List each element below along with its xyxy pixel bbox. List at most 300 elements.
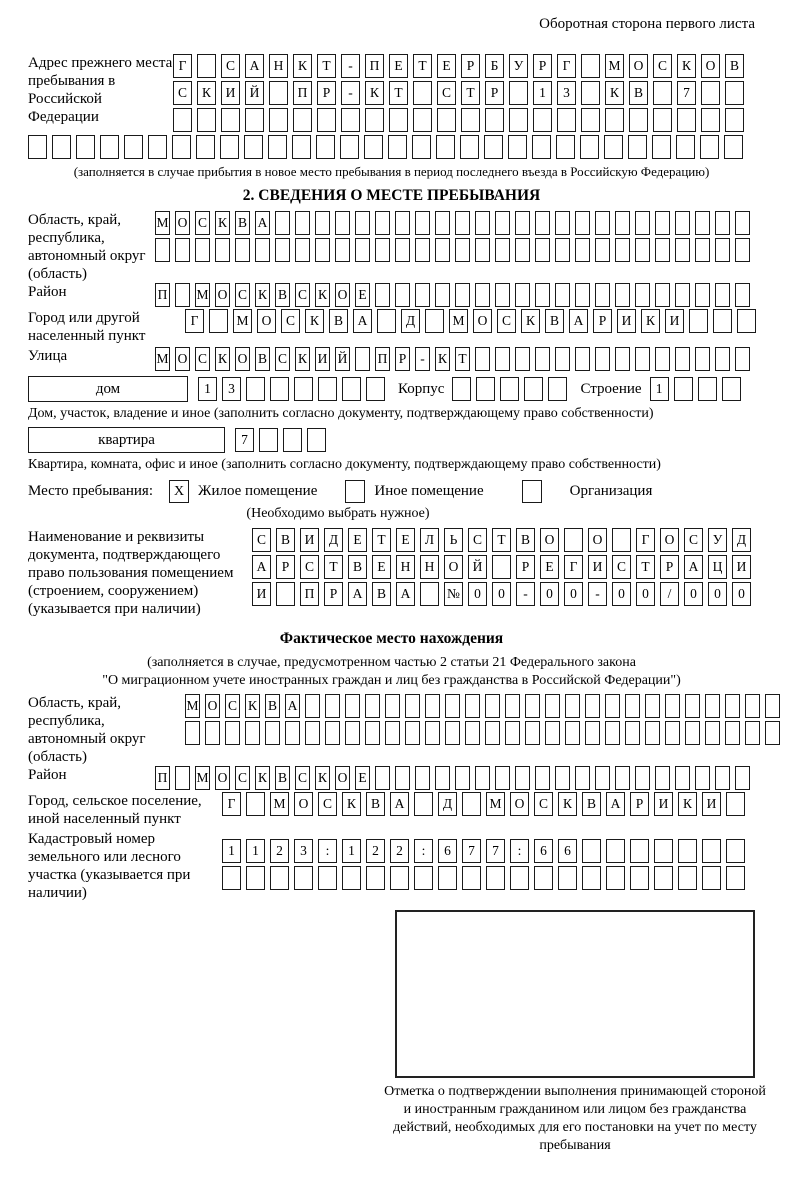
char-cell[interactable]: Б bbox=[485, 54, 504, 78]
actual-region-row-2[interactable] bbox=[185, 721, 780, 745]
char-cell[interactable]: А bbox=[569, 309, 588, 333]
char-cell[interactable]: С bbox=[252, 528, 271, 552]
char-cell[interactable] bbox=[533, 108, 552, 132]
char-cell[interactable]: / bbox=[660, 582, 679, 606]
char-cell[interactable] bbox=[375, 283, 390, 307]
char-cell[interactable] bbox=[366, 866, 385, 890]
char-cell[interactable]: 6 bbox=[438, 839, 457, 863]
char-cell[interactable]: 0 bbox=[732, 582, 751, 606]
char-cell[interactable] bbox=[307, 428, 326, 452]
char-cell[interactable] bbox=[315, 238, 330, 262]
char-cell[interactable] bbox=[365, 108, 384, 132]
char-cell[interactable] bbox=[335, 238, 350, 262]
char-cell[interactable]: Р bbox=[276, 555, 295, 579]
char-cell[interactable] bbox=[292, 135, 311, 159]
char-cell[interactable] bbox=[655, 347, 670, 371]
char-cell[interactable]: С bbox=[235, 283, 250, 307]
char-cell[interactable]: А bbox=[252, 555, 271, 579]
char-cell[interactable]: С bbox=[612, 555, 631, 579]
char-cell[interactable] bbox=[635, 211, 650, 235]
char-cell[interactable]: А bbox=[255, 211, 270, 235]
char-cell[interactable]: Е bbox=[348, 528, 367, 552]
char-cell[interactable] bbox=[436, 135, 455, 159]
document-row-2[interactable] bbox=[252, 555, 751, 579]
char-cell[interactable] bbox=[615, 211, 630, 235]
char-cell[interactable]: К bbox=[365, 81, 384, 105]
char-cell[interactable]: К bbox=[521, 309, 540, 333]
char-cell[interactable] bbox=[595, 211, 610, 235]
char-cell[interactable] bbox=[677, 108, 696, 132]
char-cell[interactable]: Е bbox=[372, 555, 391, 579]
char-cell[interactable]: 1 bbox=[533, 81, 552, 105]
char-cell[interactable] bbox=[635, 238, 650, 262]
stroenie-cells[interactable] bbox=[650, 377, 741, 401]
char-cell[interactable] bbox=[385, 721, 400, 745]
char-cell[interactable] bbox=[695, 766, 710, 790]
char-cell[interactable] bbox=[395, 283, 410, 307]
char-cell[interactable] bbox=[505, 721, 520, 745]
char-cell[interactable] bbox=[221, 108, 240, 132]
char-cell[interactable] bbox=[564, 528, 583, 552]
char-cell[interactable]: И bbox=[300, 528, 319, 552]
char-cell[interactable] bbox=[405, 694, 420, 718]
char-cell[interactable] bbox=[500, 377, 519, 401]
char-cell[interactable] bbox=[605, 721, 620, 745]
char-cell[interactable] bbox=[735, 347, 750, 371]
char-cell[interactable]: К bbox=[315, 766, 330, 790]
char-cell[interactable] bbox=[405, 721, 420, 745]
char-cell[interactable]: 3 bbox=[294, 839, 313, 863]
char-cell[interactable] bbox=[565, 721, 580, 745]
char-cell[interactable] bbox=[735, 766, 750, 790]
apartment-cells[interactable] bbox=[235, 428, 326, 452]
char-cell[interactable] bbox=[555, 347, 570, 371]
char-cell[interactable] bbox=[438, 866, 457, 890]
char-cell[interactable] bbox=[415, 283, 430, 307]
char-cell[interactable] bbox=[515, 766, 530, 790]
char-cell[interactable]: П bbox=[300, 582, 319, 606]
char-cell[interactable]: - bbox=[588, 582, 607, 606]
char-cell[interactable] bbox=[685, 694, 700, 718]
char-cell[interactable]: № bbox=[444, 582, 463, 606]
char-cell[interactable] bbox=[486, 866, 505, 890]
char-cell[interactable] bbox=[235, 238, 250, 262]
char-cell[interactable]: К bbox=[295, 347, 310, 371]
char-cell[interactable] bbox=[175, 238, 190, 262]
char-cell[interactable]: Т bbox=[413, 54, 432, 78]
char-cell[interactable] bbox=[420, 582, 439, 606]
char-cell[interactable] bbox=[725, 694, 740, 718]
char-cell[interactable] bbox=[341, 108, 360, 132]
char-cell[interactable]: Г bbox=[564, 555, 583, 579]
char-cell[interactable]: - bbox=[415, 347, 430, 371]
char-cell[interactable]: : bbox=[318, 839, 337, 863]
char-cell[interactable] bbox=[375, 211, 390, 235]
char-cell[interactable] bbox=[283, 428, 302, 452]
char-cell[interactable] bbox=[615, 283, 630, 307]
char-cell[interactable] bbox=[294, 377, 313, 401]
char-cell[interactable] bbox=[525, 694, 540, 718]
region-row-2[interactable] bbox=[155, 238, 750, 262]
street-cells[interactable] bbox=[155, 347, 750, 371]
char-cell[interactable] bbox=[485, 108, 504, 132]
char-cell[interactable]: 0 bbox=[564, 582, 583, 606]
char-cell[interactable] bbox=[655, 211, 670, 235]
char-cell[interactable]: Р bbox=[395, 347, 410, 371]
char-cell[interactable] bbox=[196, 135, 215, 159]
char-cell[interactable] bbox=[315, 211, 330, 235]
char-cell[interactable] bbox=[366, 377, 385, 401]
char-cell[interactable]: 0 bbox=[708, 582, 727, 606]
char-cell[interactable]: О bbox=[660, 528, 679, 552]
char-cell[interactable] bbox=[317, 108, 336, 132]
char-cell[interactable] bbox=[535, 766, 550, 790]
char-cell[interactable] bbox=[245, 108, 264, 132]
char-cell[interactable] bbox=[605, 108, 624, 132]
char-cell[interactable] bbox=[702, 866, 721, 890]
document-row-1[interactable] bbox=[252, 528, 751, 552]
char-cell[interactable]: С bbox=[195, 347, 210, 371]
char-cell[interactable] bbox=[385, 694, 400, 718]
char-cell[interactable] bbox=[713, 309, 732, 333]
char-cell[interactable] bbox=[726, 839, 745, 863]
char-cell[interactable] bbox=[509, 81, 528, 105]
char-cell[interactable] bbox=[259, 428, 278, 452]
char-cell[interactable]: Е bbox=[355, 766, 370, 790]
char-cell[interactable]: С bbox=[295, 283, 310, 307]
char-cell[interactable]: К bbox=[315, 283, 330, 307]
char-cell[interactable] bbox=[555, 766, 570, 790]
char-cell[interactable] bbox=[197, 108, 216, 132]
char-cell[interactable] bbox=[675, 238, 690, 262]
char-cell[interactable]: Л bbox=[420, 528, 439, 552]
char-cell[interactable] bbox=[722, 377, 741, 401]
cadastral-row-2[interactable] bbox=[222, 866, 745, 890]
char-cell[interactable] bbox=[148, 135, 167, 159]
char-cell[interactable] bbox=[565, 694, 580, 718]
char-cell[interactable] bbox=[345, 721, 360, 745]
char-cell[interactable] bbox=[653, 108, 672, 132]
char-cell[interactable]: К bbox=[293, 54, 312, 78]
char-cell[interactable] bbox=[582, 866, 601, 890]
char-cell[interactable]: П bbox=[365, 54, 384, 78]
char-cell[interactable]: И bbox=[617, 309, 636, 333]
char-cell[interactable]: А bbox=[390, 792, 409, 816]
char-cell[interactable]: И bbox=[732, 555, 751, 579]
char-cell[interactable]: Н bbox=[420, 555, 439, 579]
house-type-box[interactable]: дом bbox=[28, 376, 188, 402]
char-cell[interactable] bbox=[425, 721, 440, 745]
char-cell[interactable] bbox=[269, 108, 288, 132]
char-cell[interactable]: О bbox=[175, 347, 190, 371]
char-cell[interactable] bbox=[173, 108, 192, 132]
char-cell[interactable] bbox=[185, 721, 200, 745]
char-cell[interactable] bbox=[355, 347, 370, 371]
char-cell[interactable]: В bbox=[372, 582, 391, 606]
char-cell[interactable] bbox=[305, 694, 320, 718]
char-cell[interactable] bbox=[630, 866, 649, 890]
char-cell[interactable] bbox=[465, 694, 480, 718]
char-cell[interactable] bbox=[124, 135, 143, 159]
char-cell[interactable]: Ц bbox=[708, 555, 727, 579]
char-cell[interactable]: В bbox=[582, 792, 601, 816]
char-cell[interactable] bbox=[215, 238, 230, 262]
char-cell[interactable]: К bbox=[558, 792, 577, 816]
char-cell[interactable] bbox=[389, 108, 408, 132]
char-cell[interactable] bbox=[318, 866, 337, 890]
char-cell[interactable]: Е bbox=[540, 555, 559, 579]
char-cell[interactable] bbox=[375, 238, 390, 262]
char-cell[interactable]: Д bbox=[732, 528, 751, 552]
char-cell[interactable]: : bbox=[510, 839, 529, 863]
prev-address-row-2[interactable] bbox=[173, 81, 744, 105]
char-cell[interactable]: В bbox=[276, 528, 295, 552]
char-cell[interactable] bbox=[675, 766, 690, 790]
char-cell[interactable] bbox=[475, 238, 490, 262]
document-row-3[interactable] bbox=[252, 582, 751, 606]
char-cell[interactable] bbox=[524, 377, 543, 401]
char-cell[interactable]: Н bbox=[396, 555, 415, 579]
char-cell[interactable]: В bbox=[265, 694, 280, 718]
char-cell[interactable] bbox=[365, 721, 380, 745]
char-cell[interactable]: В bbox=[275, 766, 290, 790]
char-cell[interactable]: А bbox=[285, 694, 300, 718]
char-cell[interactable] bbox=[615, 766, 630, 790]
char-cell[interactable]: О bbox=[629, 54, 648, 78]
char-cell[interactable] bbox=[318, 377, 337, 401]
char-cell[interactable]: - bbox=[341, 81, 360, 105]
char-cell[interactable]: В bbox=[255, 347, 270, 371]
char-cell[interactable]: К bbox=[197, 81, 216, 105]
char-cell[interactable]: В bbox=[725, 54, 744, 78]
char-cell[interactable] bbox=[155, 238, 170, 262]
char-cell[interactable] bbox=[52, 135, 71, 159]
char-cell[interactable] bbox=[325, 721, 340, 745]
char-cell[interactable] bbox=[415, 766, 430, 790]
char-cell[interactable]: Т bbox=[317, 54, 336, 78]
char-cell[interactable]: С bbox=[281, 309, 300, 333]
char-cell[interactable]: П bbox=[375, 347, 390, 371]
char-cell[interactable]: Т bbox=[455, 347, 470, 371]
char-cell[interactable] bbox=[532, 135, 551, 159]
char-cell[interactable] bbox=[412, 135, 431, 159]
char-cell[interactable]: О bbox=[175, 211, 190, 235]
char-cell[interactable]: И bbox=[702, 792, 721, 816]
char-cell[interactable] bbox=[455, 283, 470, 307]
char-cell[interactable] bbox=[606, 866, 625, 890]
char-cell[interactable] bbox=[556, 135, 575, 159]
char-cell[interactable] bbox=[255, 238, 270, 262]
char-cell[interactable] bbox=[515, 238, 530, 262]
char-cell[interactable]: В bbox=[545, 309, 564, 333]
char-cell[interactable] bbox=[295, 238, 310, 262]
char-cell[interactable] bbox=[508, 135, 527, 159]
char-cell[interactable]: 1 bbox=[246, 839, 265, 863]
char-cell[interactable] bbox=[476, 377, 495, 401]
char-cell[interactable]: Р bbox=[660, 555, 679, 579]
char-cell[interactable] bbox=[606, 839, 625, 863]
district-cells[interactable] bbox=[155, 283, 750, 307]
char-cell[interactable]: Д bbox=[324, 528, 343, 552]
char-cell[interactable] bbox=[545, 694, 560, 718]
char-cell[interactable] bbox=[525, 721, 540, 745]
char-cell[interactable] bbox=[295, 211, 310, 235]
char-cell[interactable]: М bbox=[270, 792, 289, 816]
char-cell[interactable] bbox=[275, 211, 290, 235]
char-cell[interactable]: Е bbox=[396, 528, 415, 552]
char-cell[interactable]: С bbox=[684, 528, 703, 552]
char-cell[interactable]: Е bbox=[355, 283, 370, 307]
char-cell[interactable] bbox=[414, 792, 433, 816]
char-cell[interactable]: О bbox=[294, 792, 313, 816]
char-cell[interactable]: 0 bbox=[468, 582, 487, 606]
char-cell[interactable] bbox=[724, 135, 743, 159]
char-cell[interactable] bbox=[715, 211, 730, 235]
char-cell[interactable] bbox=[495, 283, 510, 307]
char-cell[interactable]: - bbox=[516, 582, 535, 606]
char-cell[interactable] bbox=[702, 839, 721, 863]
char-cell[interactable]: Т bbox=[636, 555, 655, 579]
char-cell[interactable]: М bbox=[605, 54, 624, 78]
char-cell[interactable] bbox=[555, 211, 570, 235]
char-cell[interactable] bbox=[675, 211, 690, 235]
char-cell[interactable] bbox=[735, 211, 750, 235]
char-cell[interactable] bbox=[293, 108, 312, 132]
char-cell[interactable] bbox=[425, 694, 440, 718]
char-cell[interactable]: О bbox=[335, 283, 350, 307]
char-cell[interactable] bbox=[435, 211, 450, 235]
char-cell[interactable] bbox=[455, 211, 470, 235]
char-cell[interactable] bbox=[645, 694, 660, 718]
char-cell[interactable]: О bbox=[510, 792, 529, 816]
char-cell[interactable] bbox=[305, 721, 320, 745]
char-cell[interactable] bbox=[575, 283, 590, 307]
char-cell[interactable] bbox=[197, 54, 216, 78]
char-cell[interactable]: Р bbox=[630, 792, 649, 816]
region-row-1[interactable] bbox=[155, 211, 750, 235]
char-cell[interactable]: Д bbox=[438, 792, 457, 816]
char-cell[interactable]: С bbox=[468, 528, 487, 552]
char-cell[interactable]: О bbox=[215, 283, 230, 307]
char-cell[interactable] bbox=[652, 135, 671, 159]
char-cell[interactable] bbox=[595, 347, 610, 371]
char-cell[interactable]: 7 bbox=[677, 81, 696, 105]
char-cell[interactable]: Г bbox=[557, 54, 576, 78]
char-cell[interactable] bbox=[388, 135, 407, 159]
char-cell[interactable] bbox=[265, 721, 280, 745]
char-cell[interactable] bbox=[445, 721, 460, 745]
cadastral-row-1[interactable] bbox=[222, 839, 745, 863]
char-cell[interactable]: 1 bbox=[650, 377, 669, 401]
char-cell[interactable] bbox=[395, 238, 410, 262]
char-cell[interactable] bbox=[585, 721, 600, 745]
char-cell[interactable]: В bbox=[629, 81, 648, 105]
char-cell[interactable] bbox=[715, 283, 730, 307]
char-cell[interactable] bbox=[485, 721, 500, 745]
char-cell[interactable] bbox=[695, 283, 710, 307]
house-number-cells[interactable] bbox=[198, 377, 385, 401]
char-cell[interactable] bbox=[195, 238, 210, 262]
char-cell[interactable]: 1 bbox=[222, 839, 241, 863]
char-cell[interactable] bbox=[415, 211, 430, 235]
char-cell[interactable]: Й bbox=[245, 81, 264, 105]
char-cell[interactable]: 0 bbox=[636, 582, 655, 606]
char-cell[interactable] bbox=[629, 108, 648, 132]
char-cell[interactable]: С bbox=[497, 309, 516, 333]
char-cell[interactable]: С bbox=[437, 81, 456, 105]
char-cell[interactable]: И bbox=[665, 309, 684, 333]
char-cell[interactable] bbox=[635, 766, 650, 790]
char-cell[interactable] bbox=[435, 238, 450, 262]
char-cell[interactable]: О bbox=[444, 555, 463, 579]
char-cell[interactable] bbox=[612, 528, 631, 552]
char-cell[interactable]: 6 bbox=[558, 839, 577, 863]
char-cell[interactable] bbox=[575, 211, 590, 235]
char-cell[interactable] bbox=[635, 283, 650, 307]
char-cell[interactable] bbox=[345, 694, 360, 718]
char-cell[interactable] bbox=[726, 866, 745, 890]
stay-type-checkbox-other-premises[interactable] bbox=[345, 480, 365, 503]
char-cell[interactable]: М bbox=[449, 309, 468, 333]
prev-address-row-3[interactable] bbox=[173, 108, 744, 132]
char-cell[interactable]: Р bbox=[324, 582, 343, 606]
char-cell[interactable] bbox=[495, 238, 510, 262]
char-cell[interactable]: Т bbox=[372, 528, 391, 552]
char-cell[interactable]: М bbox=[155, 211, 170, 235]
char-cell[interactable]: М bbox=[195, 283, 210, 307]
char-cell[interactable] bbox=[674, 377, 693, 401]
char-cell[interactable] bbox=[655, 238, 670, 262]
char-cell[interactable] bbox=[581, 54, 600, 78]
char-cell[interactable] bbox=[705, 721, 720, 745]
char-cell[interactable] bbox=[725, 108, 744, 132]
char-cell[interactable]: В bbox=[275, 283, 290, 307]
char-cell[interactable] bbox=[615, 238, 630, 262]
prev-address-row-4[interactable] bbox=[28, 135, 755, 159]
char-cell[interactable] bbox=[515, 211, 530, 235]
char-cell[interactable] bbox=[595, 238, 610, 262]
char-cell[interactable]: 0 bbox=[612, 582, 631, 606]
stay-type-checkbox-residential[interactable]: X bbox=[169, 480, 189, 503]
char-cell[interactable] bbox=[246, 377, 265, 401]
char-cell[interactable]: К bbox=[678, 792, 697, 816]
char-cell[interactable] bbox=[355, 211, 370, 235]
char-cell[interactable] bbox=[548, 377, 567, 401]
char-cell[interactable] bbox=[555, 283, 570, 307]
char-cell[interactable] bbox=[689, 309, 708, 333]
char-cell[interactable]: О bbox=[540, 528, 559, 552]
char-cell[interactable] bbox=[678, 839, 697, 863]
char-cell[interactable] bbox=[375, 766, 390, 790]
char-cell[interactable] bbox=[735, 283, 750, 307]
char-cell[interactable]: С bbox=[275, 347, 290, 371]
char-cell[interactable]: С bbox=[225, 694, 240, 718]
char-cell[interactable]: 2 bbox=[270, 839, 289, 863]
char-cell[interactable]: В bbox=[329, 309, 348, 333]
char-cell[interactable]: К bbox=[641, 309, 660, 333]
char-cell[interactable] bbox=[575, 238, 590, 262]
char-cell[interactable] bbox=[605, 694, 620, 718]
char-cell[interactable] bbox=[595, 283, 610, 307]
char-cell[interactable]: : bbox=[414, 839, 433, 863]
char-cell[interactable] bbox=[455, 766, 470, 790]
char-cell[interactable]: Т bbox=[389, 81, 408, 105]
char-cell[interactable] bbox=[100, 135, 119, 159]
char-cell[interactable]: Т bbox=[492, 528, 511, 552]
char-cell[interactable]: 7 bbox=[462, 839, 481, 863]
char-cell[interactable]: Р bbox=[533, 54, 552, 78]
char-cell[interactable] bbox=[484, 135, 503, 159]
